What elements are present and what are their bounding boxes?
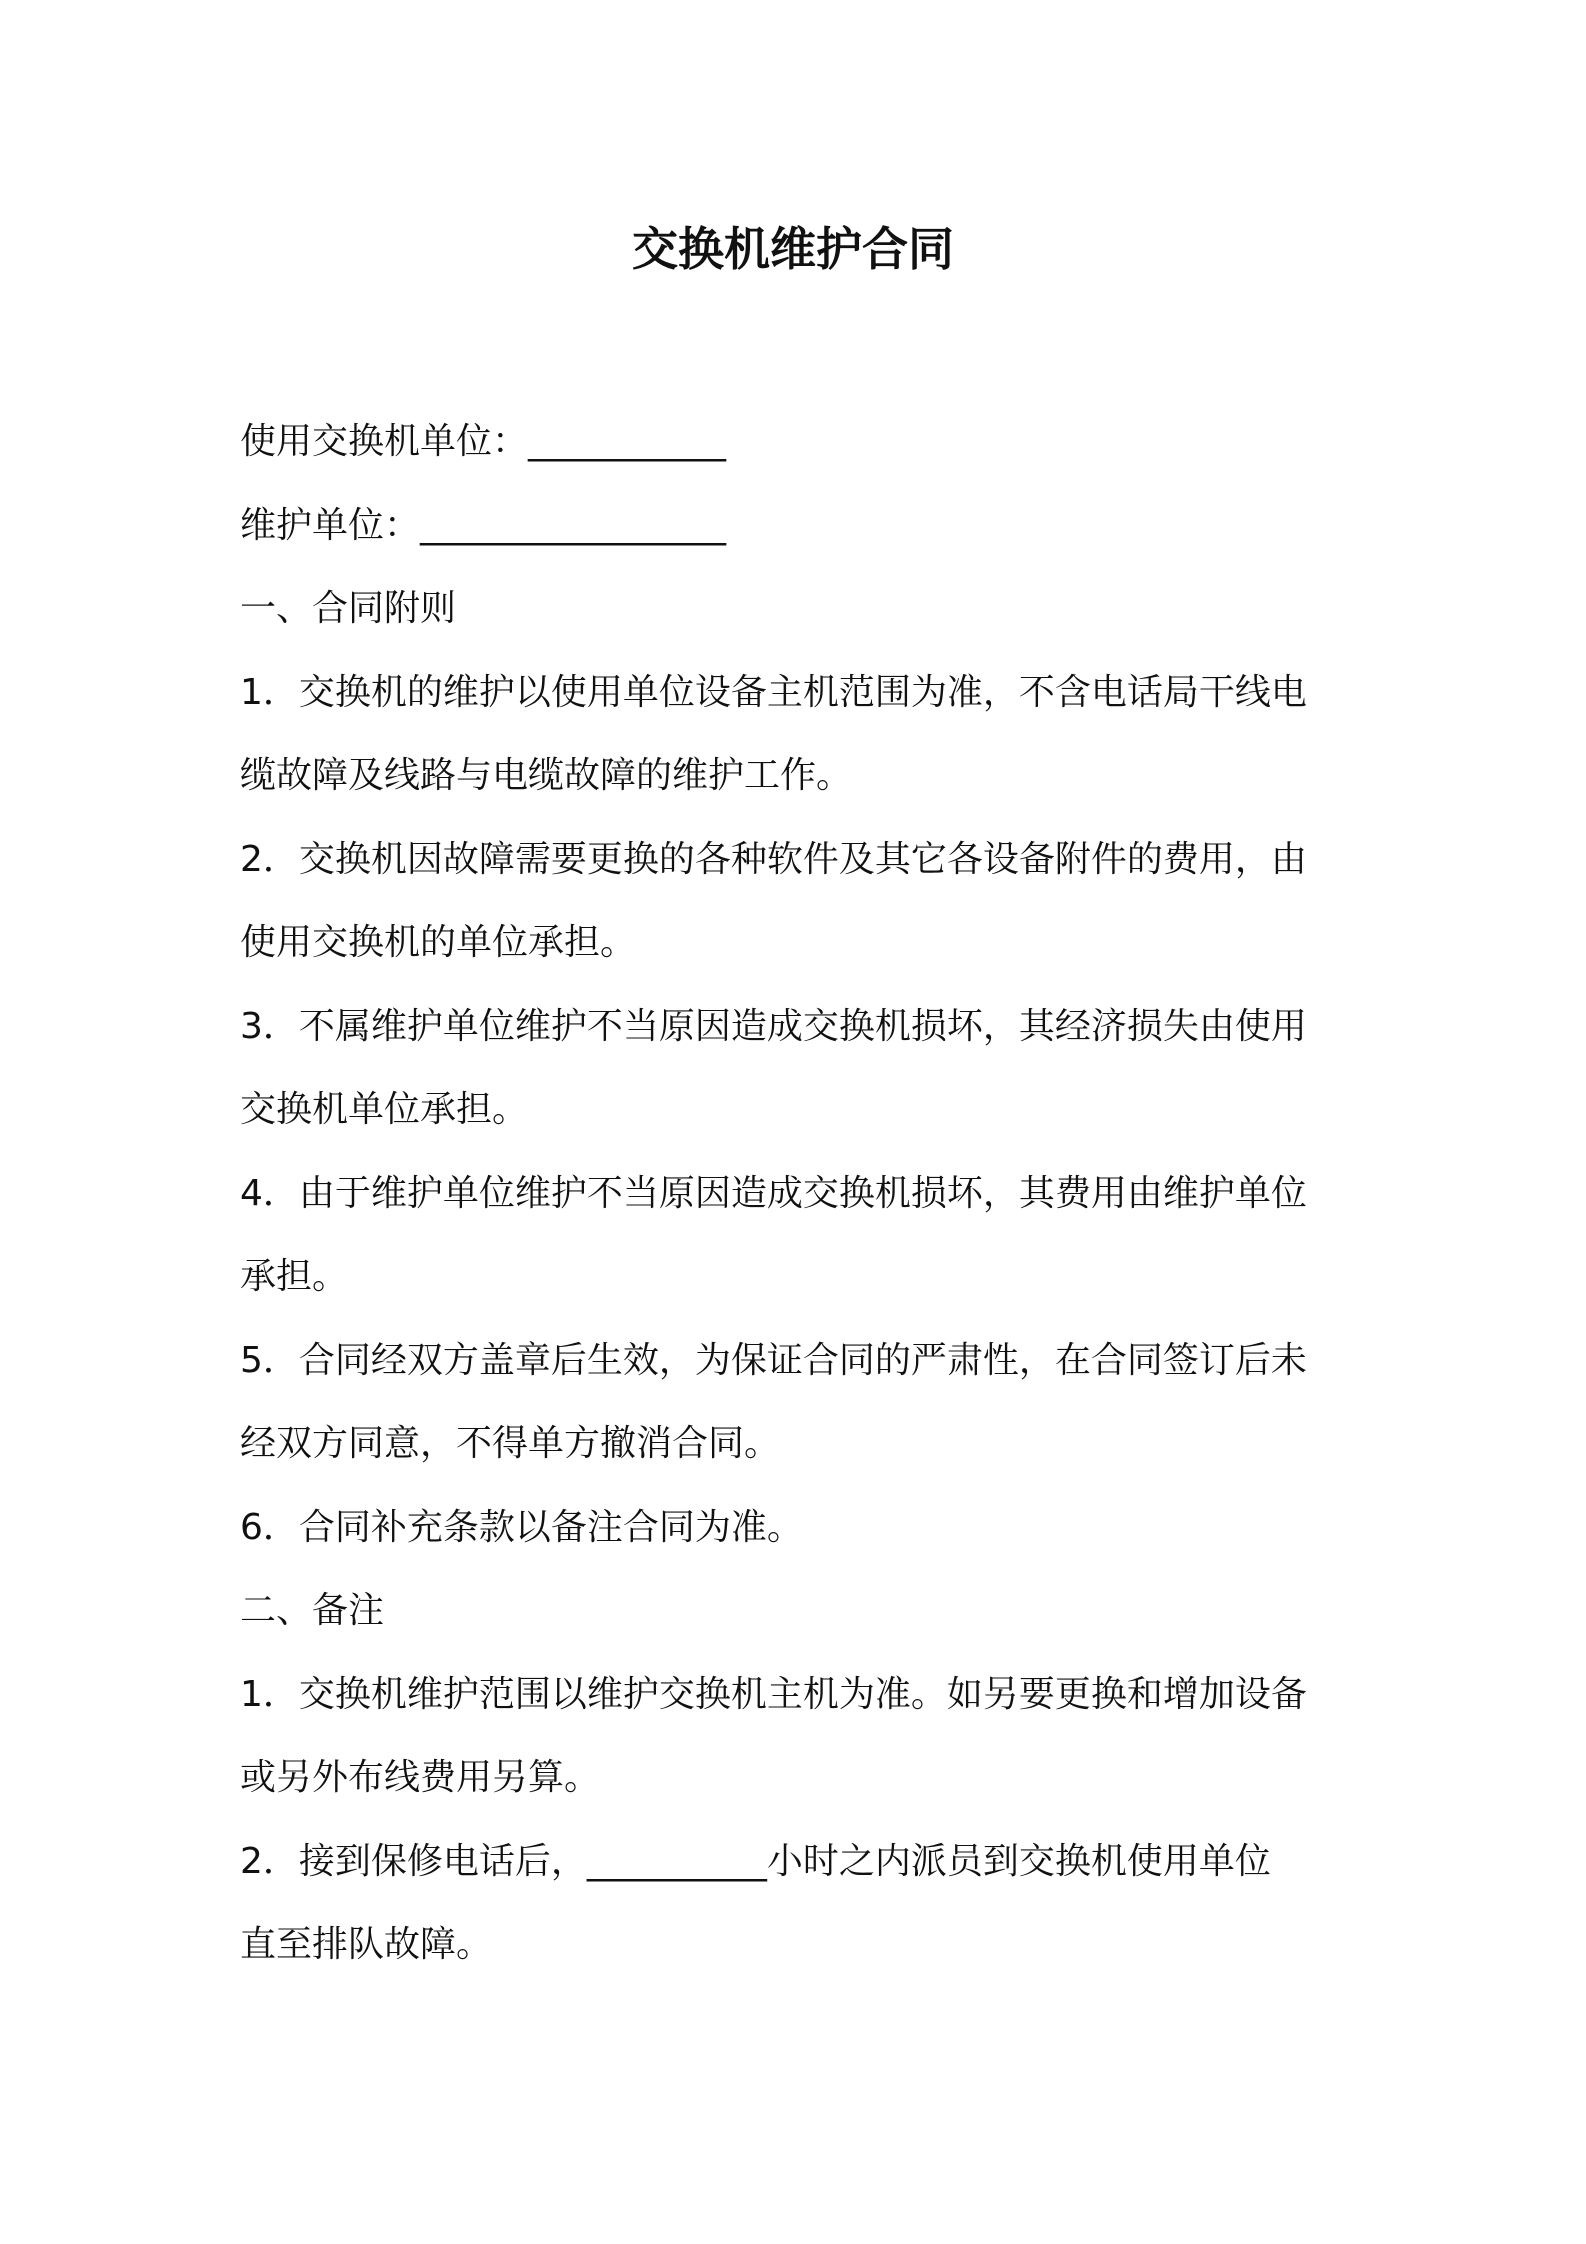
note-line: 直至排队故障。 <box>240 1924 493 1965</box>
section-heading-notes: 二、备注 <box>240 1590 385 1631</box>
clause-line: 3．不属维护单位维护不当原因造成交换机损坏，其经济损失由使用 <box>240 1005 1307 1047</box>
clause-line: 承担。 <box>240 1256 349 1297</box>
clause-line: 6．合同补充条款以备注合同为准。 <box>240 1506 803 1548</box>
clause-line: 经双方同意，不得单方撤消合同。 <box>240 1423 781 1464</box>
clause-line: 使用交换机的单位承担。 <box>240 922 637 963</box>
note-line: 1．交换机维护范围以维护交换机主机为准。如另要更换和增加设备 <box>240 1673 1307 1715</box>
clause-line: 缆故障及线路与电缆故障的维护工作。 <box>240 755 853 796</box>
clause-line: 5．合同经双方盖章后生效，为保证合同的严肃性，在合同签订后未 <box>240 1339 1307 1381</box>
note-line: 或另外布线费用另算。 <box>240 1757 601 1798</box>
document-title: 交换机维护合同 <box>632 222 954 276</box>
document-body <box>240 400 1370 1987</box>
field-user-unit: 使用交换机单位：___________ <box>240 421 727 462</box>
field-maintenance-unit: 维护单位：_________________ <box>240 504 727 546</box>
clause-line: 4．由于维护单位维护不当原因造成交换机损坏，其费用由维护单位 <box>240 1172 1307 1214</box>
clause-line: 1．交换机的维护以使用单位设备主机范围为准，不含电话局干线电 <box>240 671 1307 713</box>
section-heading-appendix: 一、合同附则 <box>240 588 457 629</box>
clause-line: 2．交换机因故障需要更换的各种软件及其它各设备附件的费用，由 <box>240 838 1307 880</box>
clause-line: 交换机单位承担。 <box>240 1089 529 1130</box>
note-line: 2．接到保修电话后，__________小时之内派员到交换机使用单位 <box>240 1840 1271 1882</box>
